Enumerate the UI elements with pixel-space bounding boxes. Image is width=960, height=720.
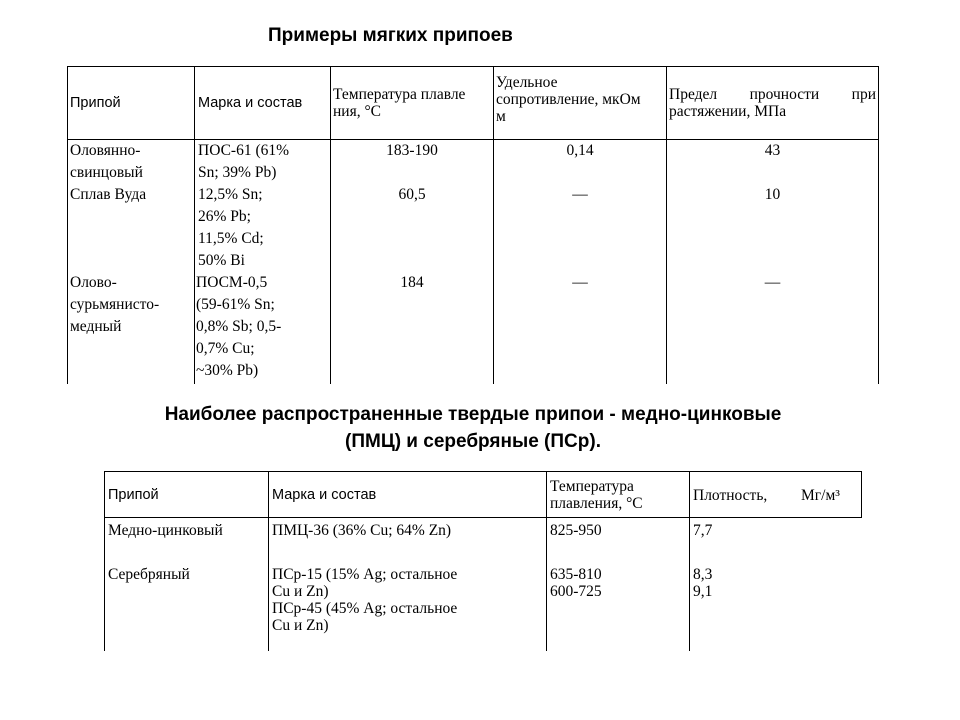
table2-col-line (689, 471, 690, 651)
table1-cell-temp: 60,5 (398, 186, 426, 203)
table2-header-melting-temp: Температура плавления, °С (550, 478, 643, 512)
table1-header-strength: Предел прочности при растяжении, МПа (669, 86, 876, 120)
table1-header-resistivity: Удельное сопротивление, мкОм м (496, 74, 641, 125)
table2-cell-solder: Серебряный (108, 566, 190, 583)
table1-cell-brand: ПОС-61 (61% Sn; 39% Pb) (198, 142, 290, 181)
table1-col-line (67, 66, 68, 384)
table1-col-line (493, 66, 494, 384)
table1-cell-solder: Оловянно- свинцовый (70, 142, 143, 181)
section-title-line2: (ПМЦ) и серебряные (ПСр). (345, 431, 601, 452)
table1-col-line (194, 66, 195, 384)
table2-cell-temp: 825-950 (550, 522, 602, 539)
table2-header-solder: Припой (108, 487, 159, 503)
table1-cell-temp: 183-190 (386, 142, 438, 159)
table2-col-line (546, 471, 547, 651)
table1-cell-resistivity: 0,14 (566, 142, 594, 159)
table1-header-solder: Припой (70, 95, 121, 111)
table2-cell-density: 7,7 (693, 522, 713, 539)
table1-cell-strength: 43 (764, 142, 781, 159)
table1-cell-solder: Сплав Вуда (70, 186, 147, 203)
table1-col-line (666, 66, 667, 384)
table1-cell-resistivity: — (572, 186, 588, 203)
page-title: Примеры мягких припоев (268, 25, 513, 46)
table2-cell-temp: 635-810 600-725 (550, 566, 602, 600)
table2-top-border (104, 471, 862, 472)
table1-col-line (878, 66, 879, 384)
table2-header-brand: Марка и состав (272, 487, 377, 503)
table2-cell-brand: ПМЦ-36 (36% Cu; 64% Zn) (272, 522, 452, 539)
table2-cell-solder: Медно-цинковый (108, 522, 223, 539)
table1-cell-temp: 184 (400, 274, 424, 291)
table2-col-line (861, 471, 862, 518)
table2-cell-density: 8,3 9,1 (693, 566, 713, 600)
table1-cell-strength: 10 (764, 186, 781, 203)
table1-col-line (330, 66, 331, 384)
table1-cell-solder: Олово- сурьмянисто- медный (70, 274, 160, 335)
section-title (0, 401, 946, 455)
table2-col-line (268, 471, 269, 651)
table1-cell-brand: 12,5% Sn; 26% Pb; 11,5% Cd; 50% Bi (198, 186, 264, 269)
table2-header-density: Плотность, (693, 487, 768, 504)
table1-cell-brand: ПОСМ-0,5 (59-61% Sn; 0,8% Sb; 0,5- 0,7% Cu; ~30% Pb) (196, 274, 282, 379)
table1-cell-resistivity: — (572, 274, 588, 291)
section-title-line1: Наиболее распространенные твердые припои - медно-цинковые (164, 404, 782, 425)
table1-header-brand: Марка и состав (198, 95, 303, 111)
table1-top-border (67, 66, 879, 67)
table1-header-melting-temp: Температура плавле ния, °С (333, 86, 466, 120)
table2-header-border (104, 517, 862, 518)
table1-cell-strength: — (764, 274, 781, 291)
table2-col-line (104, 471, 105, 651)
table2-cell-brand: ПСр-15 (15% Ag; остальное Cu и Zn) ПСр-45 (45% Ag; остальное Cu и Zn) (272, 566, 458, 634)
table2-header-density-unit: Мг/м³ (801, 487, 840, 504)
